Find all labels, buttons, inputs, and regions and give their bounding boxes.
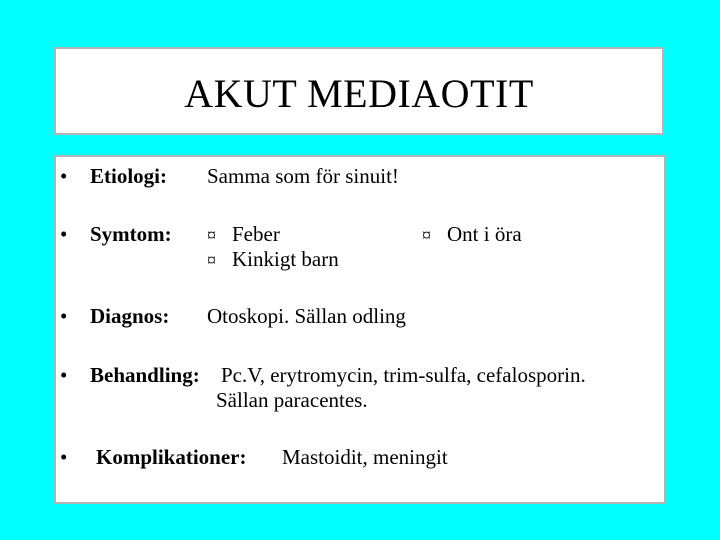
bullet-symtom: • [60,222,68,246]
diagnos-label: Diagnos: [90,304,170,328]
diagnos-text: Otoskopi. Sällan odling [207,304,406,328]
title-box [54,47,664,135]
bullet-diagnos: • [60,304,68,328]
symtom-sub-bullet-3: ¤ [422,225,431,245]
symtom-label: Symtom: [90,222,172,246]
komplikationer-text: Mastoidit, meningit [282,445,448,469]
etiologi-text: Samma som för sinuit! [207,164,399,188]
symtom-feber: Feber [232,222,280,246]
symtom-kinkigt-barn: Kinkigt barn [232,247,339,271]
slide-title: AKUT MEDIAOTIT [184,71,534,116]
content-box [54,155,666,504]
komplikationer-label: Komplikationer: [96,445,247,469]
bullet-komplikationer: • [60,445,68,469]
symtom-ont-i-ora: Ont i öra [447,222,522,246]
behandling-text: Pc.V, erytromycin, trim-sulfa, cefalosporin. [221,363,586,387]
behandling-label: Behandling: [90,363,200,387]
bullet-etiologi: • [60,164,68,188]
etiologi-label: Etiologi: [90,164,167,188]
bullet-behandling: • [60,363,68,387]
behandling-text-2: Sällan paracentes. [216,388,368,412]
symtom-sub-bullet-2: ¤ [207,250,216,270]
symtom-sub-bullet-1: ¤ [207,225,216,245]
